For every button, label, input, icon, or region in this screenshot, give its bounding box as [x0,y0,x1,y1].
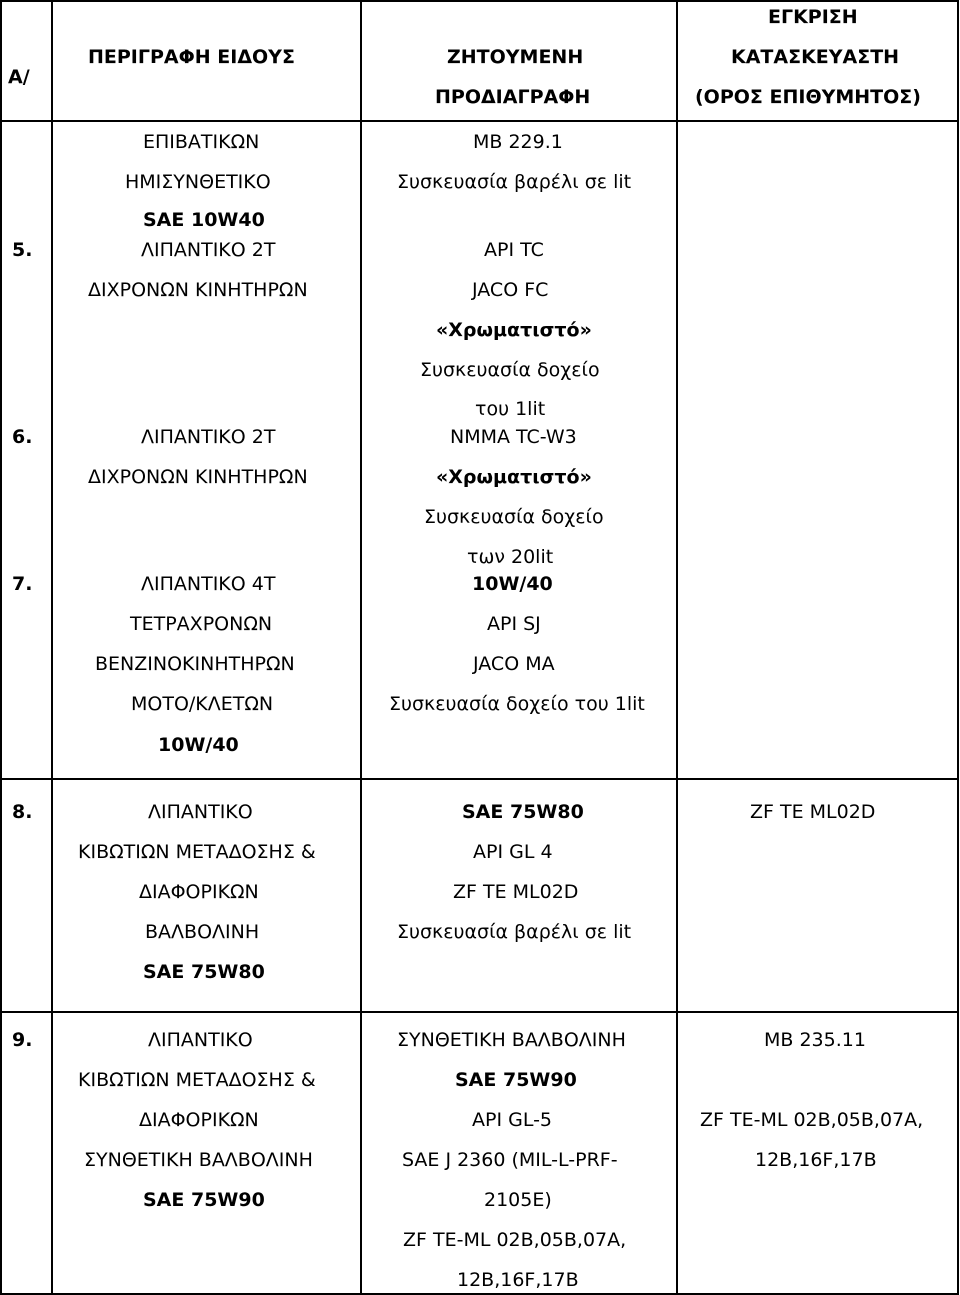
spec-line: Συσκευασία δοχείο του 1lit [389,693,645,715]
description-line: ΔΙΧΡΟΝΩΝ ΚΙΝΗΤΗΡΩΝ [88,466,308,488]
spec-line: API SJ [487,613,541,635]
row-divider [0,1011,959,1013]
table-border [0,0,959,2]
spec-line: SAE J 2360 (MIL-L-PRF- [402,1149,618,1171]
header-approval-line: ΚΑΤΑΣΚΕΥΑΣΤΗ [731,46,900,68]
description-line: ΛΙΠΑΝΤΙΚΟ 2Τ [141,239,276,261]
description-line: ΔΙΧΡΟΝΩΝ ΚΙΝΗΤΗΡΩΝ [88,279,308,301]
spec-line: SAE 75W80 [462,801,584,823]
header-spec-line: ΠΡΟΔΙΑΓΡΑΦΗ [435,86,591,108]
spec-line: ZF TE-ML 02B,05B,07A, [403,1229,627,1251]
description-line: ΛΙΠΑΝΤΙΚΟ 2Τ [141,426,276,448]
spec-line: του 1lit [475,398,546,420]
column-divider [676,0,678,1295]
description-line: ΗΜΙΣΥΝΘΕΤΙΚΟ [125,171,271,193]
table-border [0,0,2,1295]
column-divider [360,0,362,1295]
description-line: ΒΑΛΒΟΛΙΝΗ [145,921,260,943]
spec-line: ΣΥΝΘΕΤΙΚΗ ΒΑΛΒΟΛΙΝΗ [397,1029,626,1051]
item-number: 7. [12,573,33,595]
approval-line: ZF TE-ML 02B,05B,07A, [700,1109,924,1131]
spec-line: 2105E) [484,1189,552,1211]
header-description: ΠΕΡΙΓΡΑΦΗ ΕΙΔΟΥΣ [88,46,295,68]
spec-line: SAE 75W90 [455,1069,577,1091]
description-line: SAE 10W40 [143,209,265,231]
spec-line: Συσκευασία βαρέλι σε lit [397,921,632,943]
description-line: ΚΙΒΩΤΙΩΝ ΜΕΤΑΔΟΣΗΣ & [78,1069,316,1091]
spec-line: των 20lit [467,546,554,568]
spec-line: 12B,16F,17B [457,1269,579,1291]
approval-line: 12B,16F,17B [755,1149,877,1171]
item-number: 6. [12,426,33,448]
description-line: ΛΙΠΑΝΤΙΚΟ [148,1029,253,1051]
description-line: ΤΕΤΡΑΧΡΟΝΩΝ [130,613,273,635]
spec-line: API GL-5 [472,1109,553,1131]
header-approval-line: (ΟΡΟΣ ΕΠΙΘΥΜΗΤΟΣ) [695,86,921,108]
spec-line: Συσκευασία δοχείο [424,506,604,528]
description-line: SAE 75W90 [143,1189,265,1211]
spec-line: «Χρωματιστό» [436,319,592,341]
header-approval-line: ΕΓΚΡΙΣΗ [768,6,858,28]
description-line: ΛΙΠΑΝΤΙΚΟ [148,801,253,823]
item-number: 8. [12,801,33,823]
description-line: ΕΠΙΒΑΤΙΚΩΝ [143,131,260,153]
approval-line: MB 235.11 [764,1029,866,1051]
description-line: ΜΟΤΟ/ΚΛΕΤΩΝ [131,693,274,715]
item-number: 5. [12,239,33,261]
spec-line: «Χρωματιστό» [436,466,592,488]
spec-line: ZF TE ML02D [453,881,579,903]
table-border [957,0,959,1295]
header-col-a: Α/ [8,66,30,88]
header-spec-line: ΖΗΤΟΥΜΕΝΗ [447,46,584,68]
approval-line: ZF TE ML02D [750,801,876,823]
column-divider [51,0,53,1295]
item-number: 9. [12,1029,33,1051]
spec-line: 10W/40 [472,573,553,595]
spec-line: MB 229.1 [473,131,563,153]
spec-line: API GL 4 [473,841,553,863]
spec-line: NMMA TC-W3 [450,426,577,448]
spec-line: API TC [484,239,544,261]
spec-line: Συσκευασία δοχείο [420,359,600,381]
description-line: ΚΙΒΩΤΙΩΝ ΜΕΤΑΔΟΣΗΣ & [78,841,316,863]
description-line: 10W/40 [158,734,239,756]
description-line: ΔΙΑΦΟΡΙΚΩΝ [139,881,259,903]
description-line: ΣΥΝΘΕΤΙΚΗ ΒΑΛΒΟΛΙΝΗ [84,1149,313,1171]
spec-line: Συσκευασία βαρέλι σε lit [397,171,632,193]
spec-line: JACO MA [473,653,555,675]
description-line: SAE 75W80 [143,961,265,983]
description-line: ΛΙΠΑΝΤΙΚΟ 4Τ [141,573,276,595]
description-line: ΒΕΝΖΙΝΟΚΙΝΗΤΗΡΩΝ [95,653,295,675]
description-line: ΔΙΑΦΟΡΙΚΩΝ [139,1109,259,1131]
row-divider [0,120,959,122]
row-divider [0,778,959,780]
spec-line: JACO FC [472,279,549,301]
